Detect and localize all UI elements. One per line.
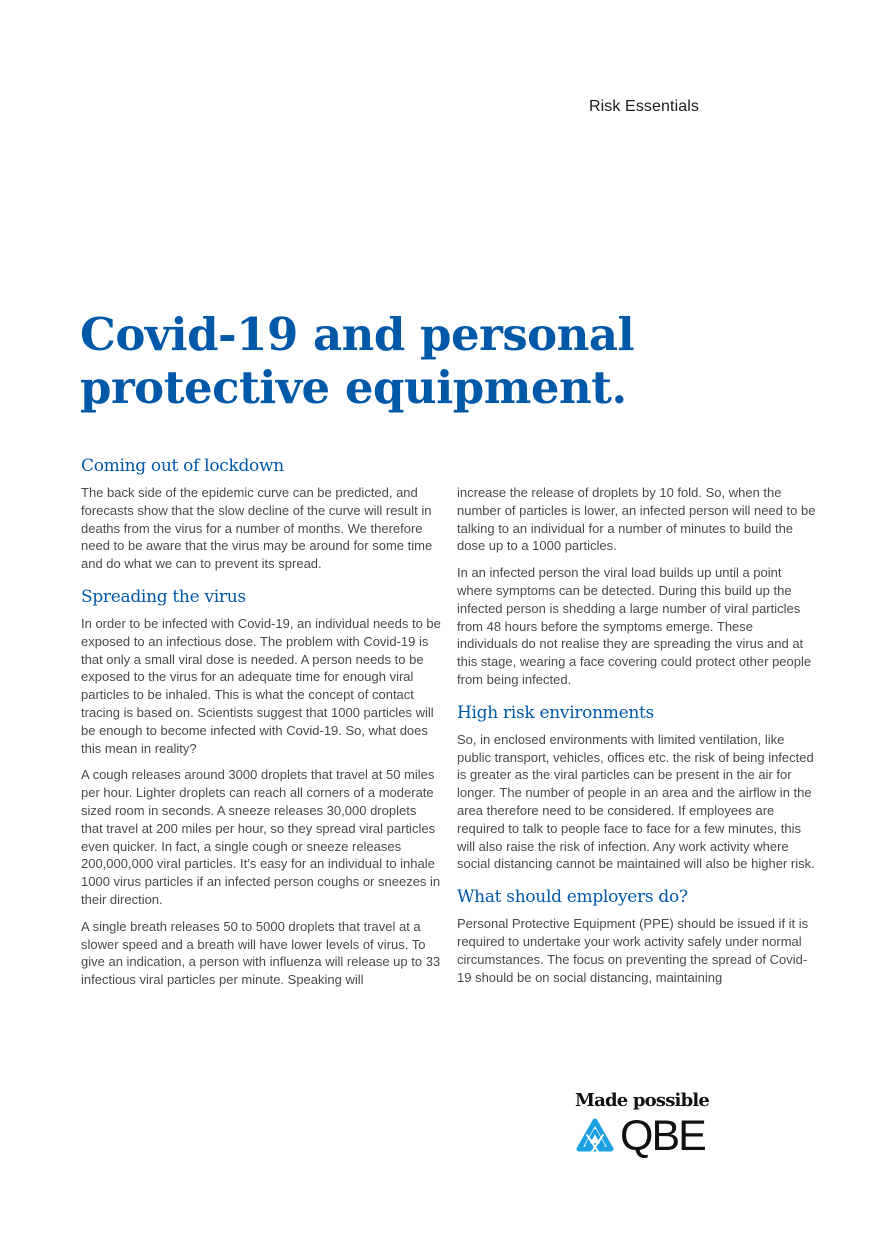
- paragraph: So, in enclosed environments with limited ventilation, like public transport, vehicles, offices etc. the risk of being infected is greater as the viral particles can be present in the air for longer. The number of people in an area and the airflow in the area therefore need to be considered. If employees are required to talk to people face to face for a few minutes, this will also raise the risk of infection. Any work activity where social distancing cannot be maintained will also be higher risk.: [457, 731, 815, 872]
- section-heading: What should employers do?: [457, 887, 688, 908]
- qbe-triangle-knot-icon: [575, 1117, 615, 1157]
- left-column: [81, 454, 441, 998]
- paragraph: increase the release of droplets by 10 fold. So, when the number of particles is lower, an infected person will need to be talking to an individual for a number of minutes to build the dose up to a 1000 particles.: [457, 485, 816, 554]
- qbe-logo: [575, 1090, 715, 1162]
- paragraph: Personal Protective Equipment (PPE) should be issued if it is required to undertake your work activity safely under normal circumstances. The focus on preventing the spread of Covid-19 should be on social distancing, maintaining: [457, 916, 809, 985]
- paragraph: A cough releases around 3000 droplets that travel at 50 miles per hour. Lighter droplets can reach all corners of a moderate sized room in seconds. A sneeze releases 30,000 droplets that travel at 200 miles per hour, so they spread viral particles even quicker. In fact, a single cough or sneeze releases 200,000,000 viral particles. It’s easy for an individual to inhale 1000 virus particles if an infected person coughs or sneezes in their direction.: [81, 767, 441, 907]
- section-spreading-the-virus: [81, 585, 441, 989]
- logo-tagline: Made possible: [575, 1090, 710, 1111]
- section-high-risk-environments: [457, 701, 817, 873]
- section-heading: High risk environments: [457, 702, 654, 723]
- logo-wordmark: QBE: [620, 1112, 705, 1160]
- paragraph: In an infected person the viral load builds up until a point where symptoms can be detected. During this build up the infected person is shedding a large number of viral particles from 48 hours before the symptoms emerge. These individuals do not realise they are spreading the virus and at this stage, wearing a face covering could protect other people from being infected.: [457, 565, 812, 687]
- section-heading: Spreading the virus: [81, 586, 246, 607]
- section-coming-out-of-lockdown: [81, 454, 441, 573]
- paragraph: A single breath releases 50 to 5000 droplets that travel at a slower speed and a breath will have lower levels of virus. To give an indication, a person with influenza will release up to 33 infectious viral particles per minute. Speaking will: [81, 918, 441, 988]
- paragraph: The back side of the epidemic curve can be predicted, and forecasts show that the slow decline of the curve will result in deaths from the virus for a number of months. We therefore need to be aware that the virus may be around for some time and do what we can to prevent its spread.: [81, 485, 433, 572]
- section-heading: Coming out of lockdown: [81, 456, 284, 476]
- paragraph: In order to be infected with Covid-19, an individual needs to be exposed to an infectious dose. The problem with Covid-19 is that only a small viral dose is needed. A person needs to be exposed to the virus for an adequate time for enough viral particles to be inhaled. This is what the concept of contact tracing is based on. Scientists suggest that 1000 particles will be enough to become infected with Covid-19. So, what does this mean in reality?: [81, 615, 441, 756]
- section-what-should-employers-do: [457, 885, 817, 986]
- page-title: Covid-19 and personal protective equipment.: [80, 308, 635, 414]
- series-label: Risk Essentials: [589, 98, 699, 115]
- right-column: [457, 484, 817, 995]
